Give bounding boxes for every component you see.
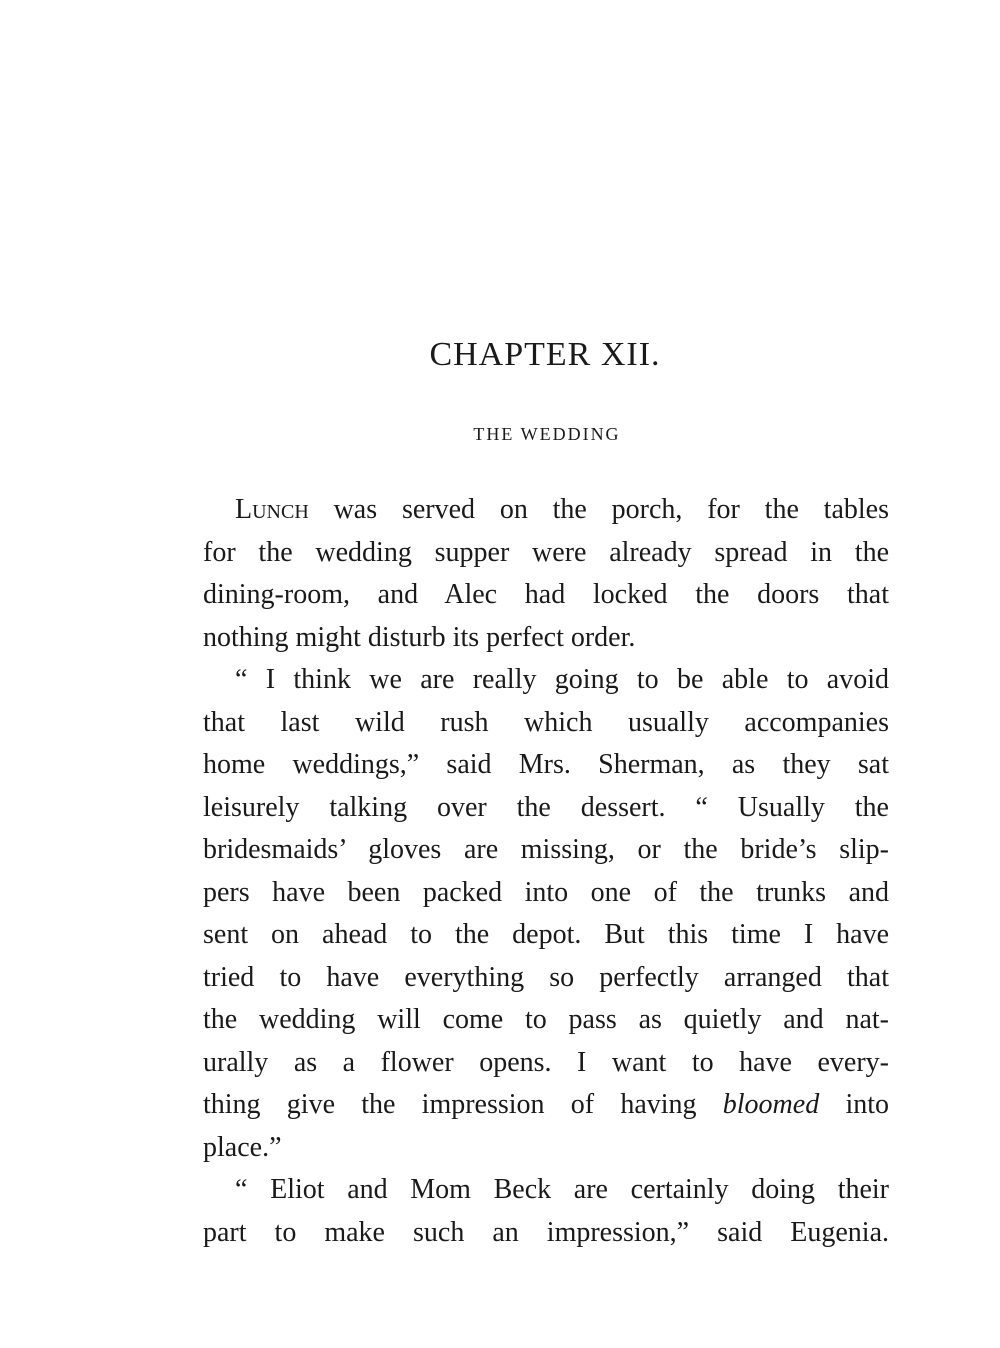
- text-line: that last wild rush which usually accompanies: [203, 706, 889, 738]
- text-line: the wedding will come to pass as quietly and nat-: [203, 1004, 889, 1035]
- text-line: urally as a flower opens. I want to have every-: [203, 1046, 889, 1078]
- lead-word: Lunch: [235, 494, 309, 525]
- text-line: part to make such an impression,” said Eugenia.: [203, 1216, 889, 1248]
- text-line: nothing might disturb its perfect order.: [203, 621, 636, 653]
- text-line: “ Eliot and Mom Beck are certainly doing their: [235, 1174, 889, 1205]
- text-line: leisurely talking over the dessert. “ Usually the: [203, 791, 889, 823]
- text-line: bridesmaids’ gloves are missing, or the bride’s slip-: [203, 834, 889, 865]
- chapter-subtitle: THE WEDDING: [473, 424, 621, 444]
- text-line: “ I think we are really going to be able to avoid: [235, 664, 889, 695]
- text-line: [203, 1084, 889, 1127]
- paragraph: [203, 659, 889, 1169]
- line-text: thing give the impression of having: [203, 1089, 723, 1120]
- line-text: was served on the porch, for the tables: [308, 494, 889, 525]
- text-line: dining-room, and Alec had locked the doors that: [203, 579, 889, 610]
- chapter-heading: CHAPTER XII.: [429, 336, 661, 373]
- text-line: pers have been packed into one of the trunks and: [203, 876, 889, 908]
- text-line: home weddings,” said Mrs. Sherman, as they sat: [203, 749, 889, 780]
- paragraph: [203, 489, 889, 659]
- text-line: place.”: [203, 1131, 282, 1163]
- text-line: sent on ahead to the depot. But this time I have: [203, 919, 889, 950]
- body-text: [203, 489, 889, 1254]
- text-line: [203, 489, 889, 532]
- text-line: tried to have everything so perfectly arranged that: [203, 961, 889, 993]
- line-text: into: [819, 1089, 890, 1120]
- italic-word: bloomed: [722, 1089, 820, 1120]
- paragraph: [203, 1169, 889, 1254]
- text-line: for the wedding supper were already spread in the: [203, 536, 889, 568]
